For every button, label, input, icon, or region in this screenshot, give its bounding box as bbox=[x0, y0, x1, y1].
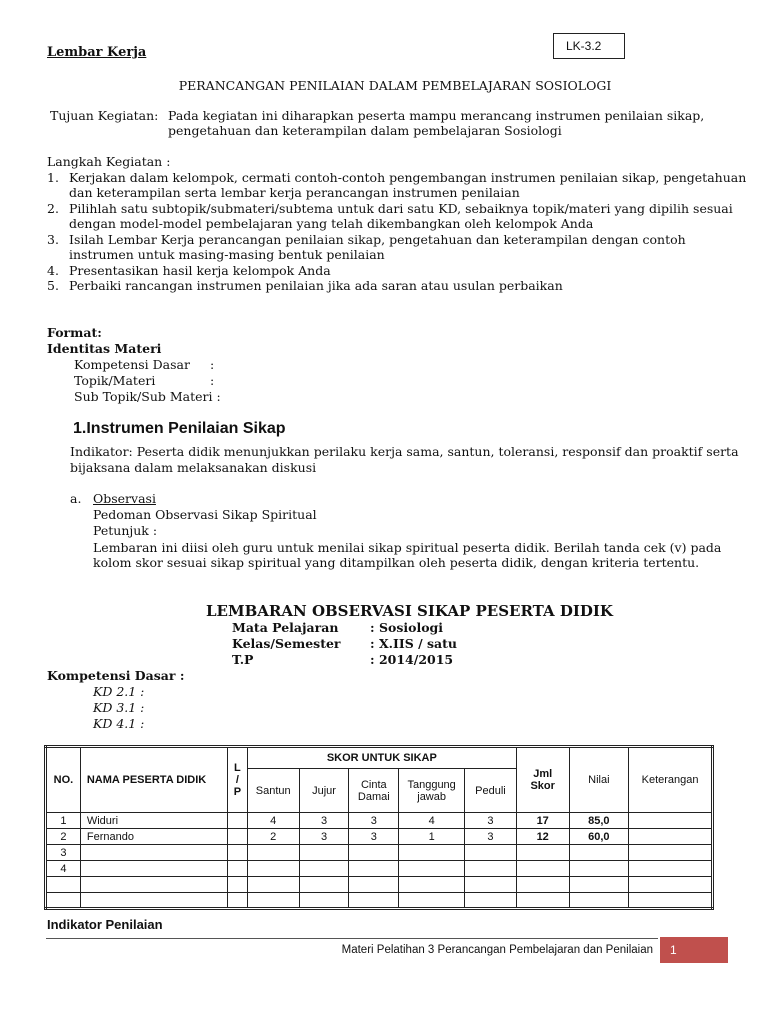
header-santun: Santun bbox=[247, 769, 299, 813]
langkah-item: 5. Perbaiki rancangan instrumen penilaian jika ada saran atau usulan perbaikan bbox=[47, 278, 563, 293]
page-number: 1 bbox=[660, 937, 728, 963]
footer-divider bbox=[46, 938, 658, 939]
header-keterangan: Keterangan bbox=[629, 747, 713, 813]
footer-text: Materi Pelatihan 3 Perancangan Pembelajaran dan Penilaian bbox=[341, 944, 653, 956]
identitas-materi: Identitas Materi bbox=[47, 341, 162, 356]
kelas-label: Kelas/Semester bbox=[232, 636, 341, 651]
table-row: 3 bbox=[46, 845, 713, 861]
instrumen-heading: 1.Instrumen Penilaian Sikap bbox=[73, 420, 286, 437]
lembar-kerja-label: Lembar Kerja bbox=[47, 45, 147, 60]
langkah-item: 4. Presentasikan hasil kerja kelompok Anda bbox=[47, 263, 331, 278]
table-row: 2 Fernando 2 3 3 1 3 12 60,0 bbox=[46, 829, 713, 845]
langkah-title: Langkah Kegiatan : bbox=[47, 154, 171, 169]
worksheet-code: LK-3.2 bbox=[566, 39, 602, 53]
mapel-label: Mata Pelajaran bbox=[232, 620, 339, 635]
header-peduli: Peduli bbox=[465, 769, 517, 813]
observasi-letter: a. bbox=[70, 491, 82, 506]
indikator-line-1: Indikator: Peserta didik menunjukkan perilaku kerja sama, santun, toleransi, responsif dan proaktif serta bbox=[70, 444, 739, 459]
kelas-value: : X.IIS / satu bbox=[370, 636, 458, 651]
topik-colon: : bbox=[210, 373, 215, 388]
table-row bbox=[46, 893, 713, 909]
kd-colon: : bbox=[210, 357, 215, 372]
header-jujur: Jujur bbox=[299, 769, 349, 813]
petunjuk-label: Petunjuk : bbox=[93, 523, 158, 538]
indikator-line-2: bijaksana dalam melaksanakan diskusi bbox=[70, 460, 317, 475]
header-skor: SKOR UNTUK SIKAP bbox=[247, 747, 516, 769]
langkah-item: 3. Isilah Lembar Kerja perancangan penilaian sikap, pengetahuan dan keterampilan dengan contoh instrumen untuk masing-masing bentuk penilaian bbox=[47, 232, 686, 262]
header-lp: L / P bbox=[227, 747, 247, 813]
format-title: Format: bbox=[47, 325, 102, 340]
langkah-item: 2. Pilihlah satu subtopik/submateri/subtema untuk dari satu KD, sebaiknya topik/materi yang dipilih sesuai dengan model-model pembelajaran yang telah dikembangkan oleh kelompok Anda bbox=[47, 201, 733, 231]
topik-label: Topik/Materi bbox=[74, 373, 156, 388]
mapel-value: : Sosiologi bbox=[370, 620, 444, 635]
header-jml: Jml Skor bbox=[516, 747, 569, 813]
tujuan-line-2: pengetahuan dan keterampilan dalam pembelajaran Sosiologi bbox=[168, 123, 562, 138]
kd-3-1: KD 3.1 : bbox=[93, 700, 145, 715]
lembaran-line-2: kolom skor sesuai sikap spiritual yang ditampilkan oleh peserta didik, dengan kriteria tertentu. bbox=[93, 555, 700, 570]
table-row: 4 bbox=[46, 861, 713, 877]
observasi-title: Observasi bbox=[93, 491, 156, 506]
tp-label: T.P bbox=[232, 652, 254, 667]
lembaran-observasi-title: LEMBARAN OBSERVASI SIKAP PESERTA DIDIK bbox=[206, 602, 613, 620]
subtopik-label: Sub Topik/Sub Materi : bbox=[74, 389, 221, 404]
lembaran-line-1: Lembaran ini diisi oleh guru untuk menilai sikap spiritual peserta didik. Berilah tanda cek (v) pada bbox=[93, 540, 722, 555]
tujuan-label: Tujuan Kegiatan: bbox=[50, 108, 159, 123]
pedoman-text: Pedoman Observasi Sikap Spiritual bbox=[93, 507, 317, 522]
tp-value: : 2014/2015 bbox=[370, 652, 454, 667]
table-row: 1 Widuri 4 3 3 4 3 17 85,0 bbox=[46, 813, 713, 829]
header-nama: NAMA PESERTA DIDIK bbox=[80, 747, 227, 813]
langkah-item: 1. Kerjakan dalam kelompok, cermati contoh-contoh pengembangan instrumen penilaian sikap, pengetahuan dan keterampilan serta lembar kerja perancangan instrumen penilaian bbox=[47, 170, 747, 200]
table-row bbox=[46, 877, 713, 893]
indikator-penilaian: Indikator Penilaian bbox=[47, 917, 163, 932]
header-cinta: Cinta Damai bbox=[349, 769, 399, 813]
kompetensi-label: Kompetensi Dasar : bbox=[47, 668, 185, 683]
kd-label: Kompetensi Dasar bbox=[74, 357, 190, 372]
document-title: PERANCANGAN PENILAIAN DALAM PEMBELAJARAN SOSIOLOGI bbox=[178, 78, 612, 93]
tujuan-line-1: Pada kegiatan ini diharapkan peserta mampu merancang instrumen penilaian sikap, bbox=[168, 108, 705, 123]
kd-4-1: KD 4.1 : bbox=[93, 716, 145, 731]
header-no: NO. bbox=[46, 747, 81, 813]
observation-table bbox=[44, 745, 714, 910]
header-tanggung: Tanggung jawab bbox=[399, 769, 465, 813]
worksheet-code-box bbox=[553, 33, 625, 59]
header-nilai: Nilai bbox=[569, 747, 629, 813]
kd-2-1: KD 2.1 : bbox=[93, 684, 145, 699]
langkah-list bbox=[47, 170, 747, 293]
